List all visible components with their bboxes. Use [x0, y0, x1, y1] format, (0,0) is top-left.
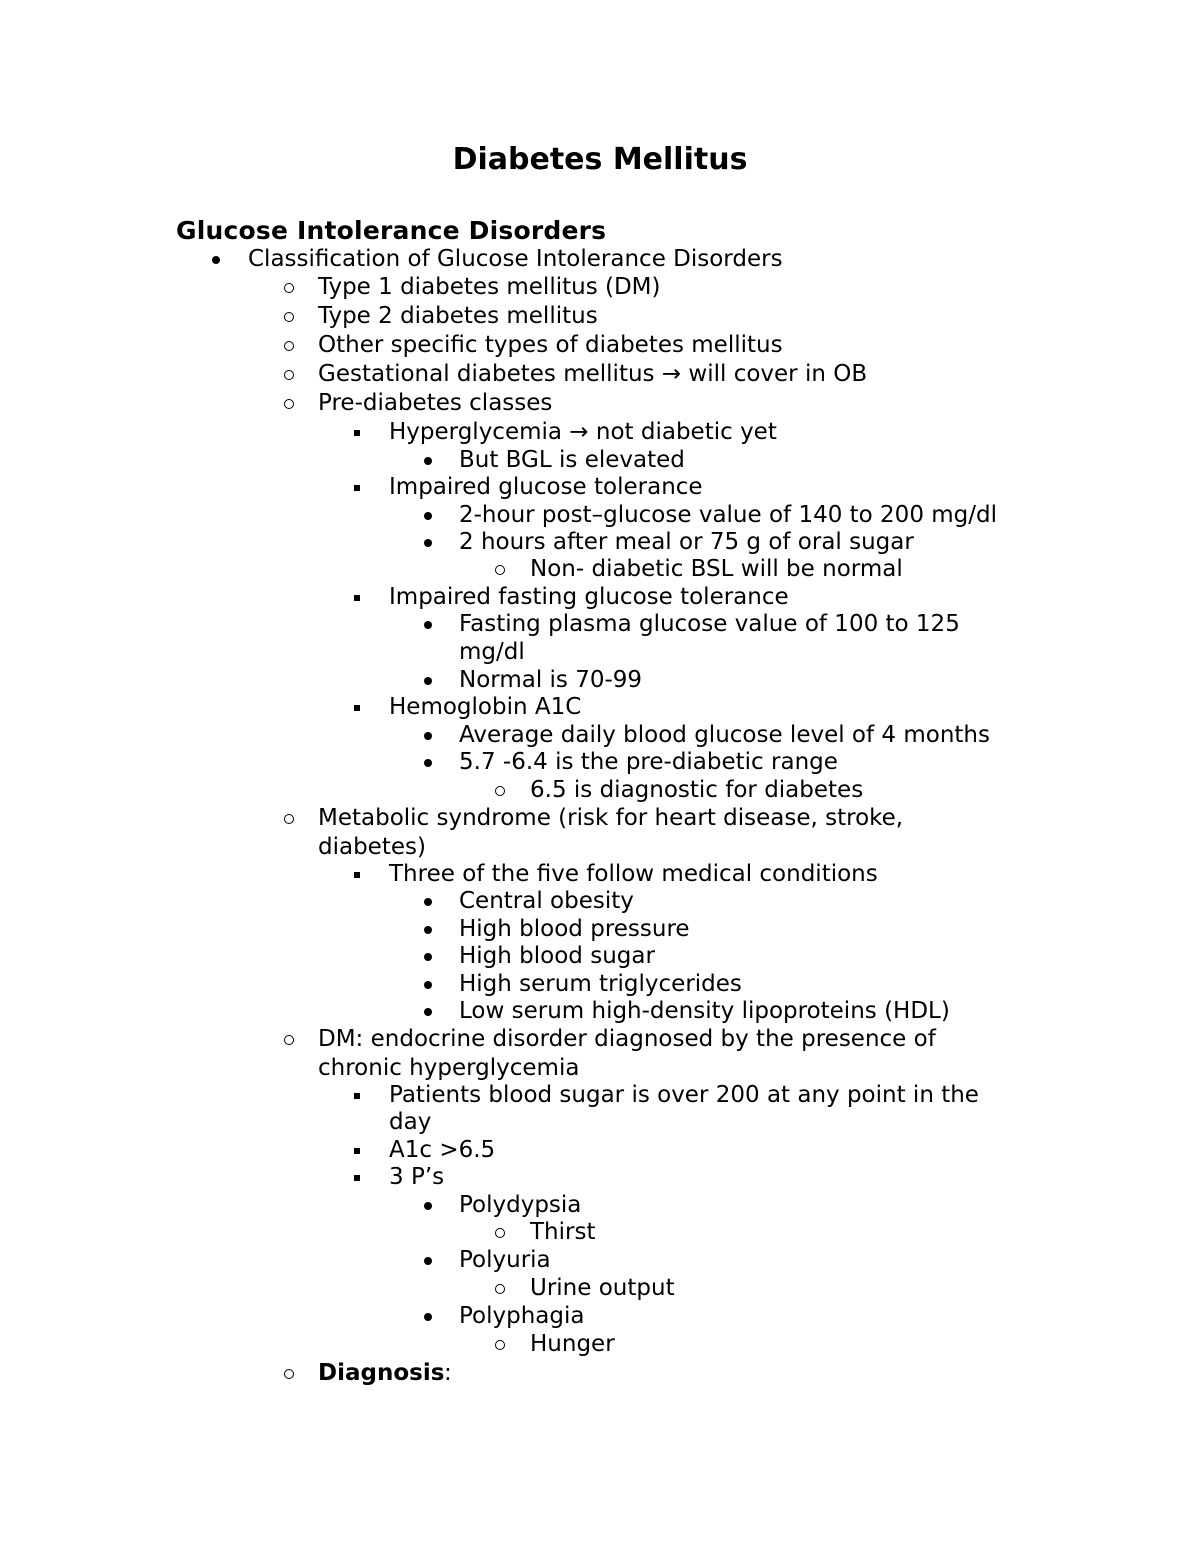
list-item-text: 3 P’s — [389, 1164, 445, 1190]
list-item-text: Central obesity — [459, 888, 634, 914]
list-item-suffix: : — [444, 1360, 452, 1386]
list-item-text: chronic hyperglycemia — [318, 1055, 580, 1081]
list-item-text: 2-hour post–glucose value of 140 to 200 mg/dl — [459, 502, 998, 528]
list-item-text: High blood sugar — [459, 943, 655, 969]
list-item-text: 6.5 is diagnostic for diabetes — [530, 777, 864, 803]
list-item-text: Polydypsia — [459, 1192, 582, 1218]
list-item-text: Polyphagia — [459, 1303, 585, 1329]
list-item-text: Non- diabetic BSL will be normal — [530, 556, 903, 582]
list-item-text: 2 hours after meal or 75 g of oral sugar — [459, 529, 914, 555]
list-item-text: Patients blood sugar is over 200 at any point in the — [389, 1082, 979, 1108]
list-item-text: Other specific types of diabetes mellitus — [318, 332, 783, 358]
list-item-text: Three of the five follow medical conditions — [389, 861, 878, 887]
list-item-text: Type 1 diabetes mellitus (DM) — [318, 274, 661, 300]
list-item-text: Metabolic syndrome (risk for heart disease, stroke, — [318, 805, 904, 831]
list-item-text: Hunger — [530, 1331, 615, 1357]
list-item-text: DM: endocrine disorder diagnosed by the presence of — [318, 1026, 936, 1052]
list-item-text: High serum triglycerides — [459, 971, 742, 997]
list-item-text: mg/dl — [459, 639, 525, 665]
list-item-text: diabetes) — [318, 834, 426, 860]
list-item-text: Fasting plasma glucose value of 100 to 125 — [459, 611, 960, 637]
list-item-text: Low serum high-density lipoproteins (HDL) — [459, 998, 950, 1024]
list-item-text: 5.7 -6.4 is the pre-diabetic range — [459, 749, 838, 775]
document-title: Diabetes Mellitus — [452, 142, 748, 177]
list-item-text: Type 2 diabetes mellitus — [318, 303, 598, 329]
list-item-text: High blood pressure — [459, 916, 690, 942]
list-item-text: A1c >6.5 — [389, 1137, 496, 1163]
list-item-text: Thirst — [530, 1219, 596, 1245]
list-item-text: Hyperglycemia → not diabetic yet — [389, 419, 777, 445]
list-item-text: Classification of Glucose Intolerance Disorders — [248, 246, 783, 272]
list-item-text: But BGL is elevated — [459, 447, 685, 473]
list-item-text: day — [389, 1109, 432, 1135]
list-item-text: Average daily blood glucose level of 4 months — [459, 722, 990, 748]
list-item-text: Gestational diabetes mellitus → will cover in OB — [318, 361, 868, 387]
list-item-text: Impaired fasting glucose tolerance — [389, 584, 789, 610]
list-item-text: Diagnosis — [318, 1360, 445, 1386]
list-item-text: Pre-diabetes classes — [318, 390, 553, 416]
section-heading: Glucose Intolerance Disorders — [176, 216, 607, 245]
list-item-text: Impaired glucose tolerance — [389, 474, 703, 500]
list-item-text: Hemoglobin A1C — [389, 694, 582, 720]
list-item-text: Urine output — [530, 1275, 675, 1301]
list-item-text: Polyuria — [459, 1247, 551, 1273]
list-item-text: Normal is 70-99 — [459, 667, 643, 693]
